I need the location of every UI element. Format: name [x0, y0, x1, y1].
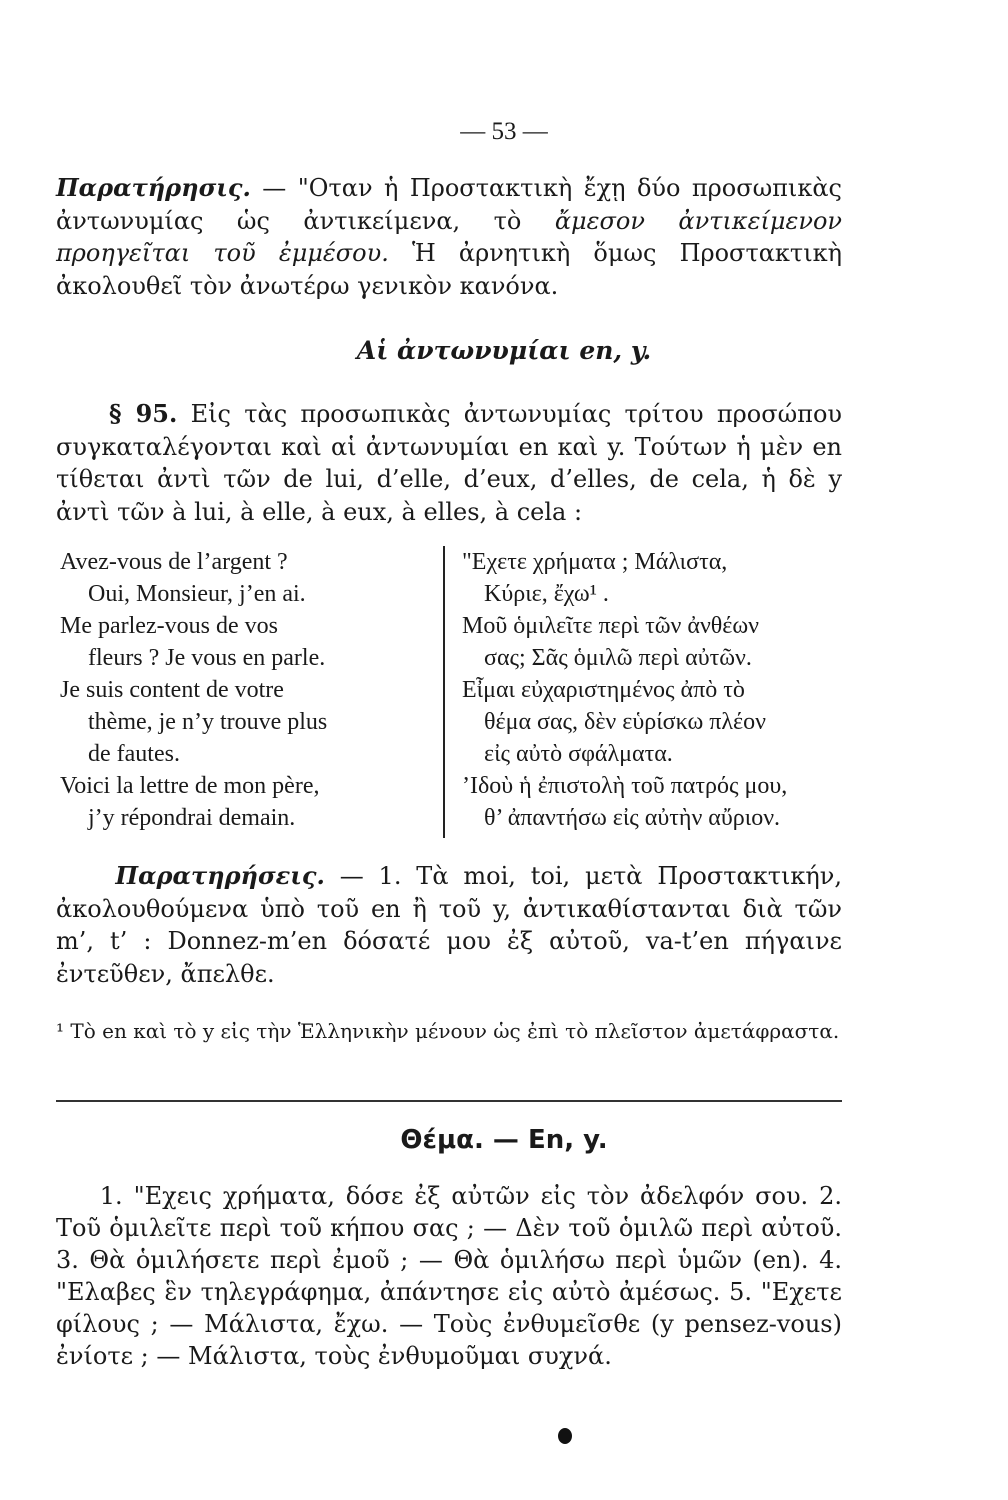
note-label: Παρατήρησις.: [56, 173, 251, 202]
remarks-label: Παρατηρήσεις.: [115, 861, 325, 890]
section-95-paragraph: [56, 398, 842, 528]
horizontal-rule: [56, 1100, 842, 1102]
column-divider: [443, 546, 445, 838]
greek-line: εἰς αὐτὸ σφάλματα.: [484, 741, 673, 767]
french-line: Avez-vous de l’argent ?: [60, 549, 288, 575]
greek-line: σας; Σᾶς ὁμιλῶ περὶ αὐτῶν.: [484, 645, 752, 671]
greek-line: "Εχετε χρήματα ; Μάλιστα,: [462, 549, 728, 575]
footnote: ¹ Τὸ en καὶ τὸ y εἰς τὴν Ἑλληνικὴν μένουν ὡς ἐπὶ τὸ πλεῖστον ἀμετάφραστα.: [56, 1019, 840, 1043]
section-number: § 95.: [109, 399, 178, 428]
page-number: — 53 —: [460, 118, 548, 145]
exercise-text: 1. "Εχεις χρήματα, δόσε ἐξ αὐτῶν εἰς τὸν ἀδελφόν σου. 2. Τοῦ ὁμιλεῖτε περὶ τοῦ κήπου σας ; — Δὲν τοῦ ὁμιλῶ περὶ αὐτοῦ. 3. Θὰ ὁμιλήσετε περὶ ἐμοῦ ; — Θὰ ὁμιλήσω περὶ ὑμῶν (en). 4. "Ελαβες ἓν τηλεγράφημα, ἀπάντησε εἰς αὐτὸ ἀμέσως. 5. "Εχετε φίλους ; — Μάλιστα, ἔχω. — Τοὺς ἐνθυμεῖσθε (y pensez-vous) ἐνίοτε ; — Μάλιστα, τοὺς ἐνθυμοῦμαι συχνά.: [56, 1182, 843, 1370]
greek-line: θ’ ἀπαντήσω εἰς αὐτὴν αὔριον.: [484, 805, 781, 831]
bullet-mark: [558, 1428, 572, 1444]
greek-line: Μοῦ ὁμιλεῖτε περὶ τῶν ἀνθέων: [462, 613, 760, 639]
french-column: [60, 546, 327, 834]
remarks-paragraph: [56, 860, 842, 990]
french-line: thème, je n’y trouve plus: [88, 709, 328, 735]
greek-line: Εἶμαι εὐχαριστημένος ἀπὸ τὸ: [462, 677, 745, 703]
remarks-text: — 1. Τὰ moi, toi, μετὰ Προστακτικήν, ἀκολουθούμενα ὑπὸ τοῦ en ἢ τοῦ y, ἀντικαθίστανται διὰ τῶν m’, t’ : Donnez-m’en δόσατέ μου ἐξ αὐτοῦ, va-t’en πήγαινε ἐντεῦθεν, ἄπελθε.: [56, 862, 842, 988]
section-text: Εἰς τὰς προσωπικὰς ἀντωνυμίας τρίτου προσώπου συγκαταλέγονται καὶ αἱ ἀντωνυμίαι en καὶ y. Τούτων ἡ μὲν en τίθεται ἀντὶ τῶν de lui, d’elle, d’eux, d’elles, de cela, ἡ δὲ y ἀντὶ τῶν à lui, à elle, à eux, à elles, à cela :: [56, 400, 842, 526]
greek-line: θέμα σας, δὲν εὑρίσκω πλέον: [484, 709, 766, 735]
french-line: j’y répondrai demain.: [88, 805, 296, 831]
french-line: fleurs ? Je vous en parle.: [88, 645, 326, 671]
french-line: de fautes.: [88, 741, 180, 767]
note-paragraph: [56, 172, 842, 302]
note-italic: ἄμεσον ἀντικείμενον προηγεῖται τοῦ ἐμμέσου.: [56, 206, 842, 267]
section-heading: Αἱ ἀντωνυμίαι en, y.: [356, 336, 652, 365]
greek-column: [462, 546, 787, 834]
note-text-2: Ἡ ἀρνητικὴ ὅμως Προστακτικὴ ἀκολουθεῖ τὸν ἀνωτέρω γενικὸν κανόνα.: [56, 239, 842, 300]
greek-line: ’Ιδοὺ ἡ ἐπιστολὴ τοῦ πατρός μου,: [462, 773, 788, 799]
greek-line: Κύριε, ἔχω¹ .: [484, 581, 609, 607]
french-line: Oui, Monsieur, j’en ai.: [88, 581, 306, 607]
theme-heading: Θέμα. — En, y.: [400, 1125, 608, 1155]
exercise-paragraph: [56, 1180, 842, 1372]
note-text: — "Οταν ἡ Προστακτικὴ ἔχῃ δύο προσωπικὰς ἀντωνυμίας ὡς ἀντικείμενα, τὸ: [56, 174, 842, 235]
french-line: Je suis content de votre: [60, 677, 284, 703]
french-line: Me parlez-vous de vos: [60, 613, 278, 639]
french-line: Voici la lettre de mon père,: [60, 773, 320, 799]
